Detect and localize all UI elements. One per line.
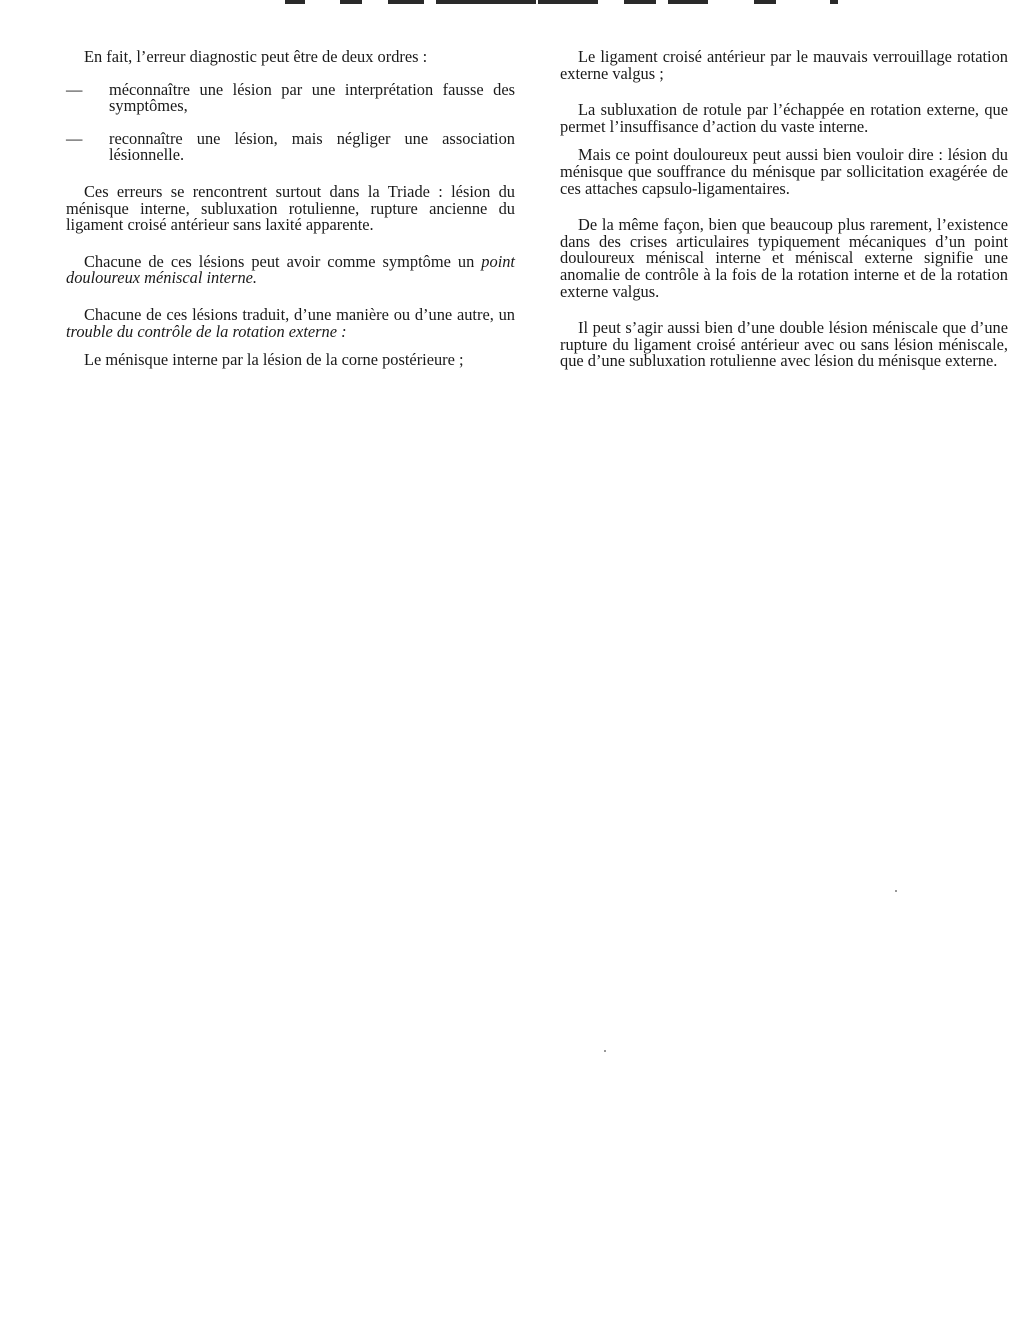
- symptom-emphasis: point douloureux méniscal interne.: [66, 251, 515, 288]
- rarement-paragraph: De la même façon, bien que beaucoup plus rarement, l’existence dans des crises articulaires typiquement mécaniques d’un point douloureux méniscal interne et méniscal externe signifie une anomalie de contrôle à la fois de la rotation interne et de la rotation externe valgus.: [560, 215, 1008, 301]
- symptom-text: Chacune de ces lésions peut avoir comme symptôme un: [84, 251, 482, 271]
- ligament-paragraph: Le ligament croisé antérieur par le mauvais verrouillage rotation externe valgus ;: [560, 47, 1008, 83]
- right-column: [560, 49, 1008, 370]
- point-douloureux-paragraph: Mais ce point douloureux peut aussi bien vouloir dire : lésion du ménisque que souffrance du ménisque par sollicitation exagérée de ces attaches capsulo-ligamentaires.: [560, 145, 1008, 198]
- scan-speck: [604, 1050, 606, 1052]
- rotation-paragraph: [66, 304, 515, 341]
- double-lesion-paragraph: Il peut s’agir aussi bien d’une double lésion méniscale que d’une rupture du ligament croisé antérieur avec ou sans lésion méniscale, que d’une subluxation rotulienne avec lésion du ménisque externe.: [560, 318, 1008, 371]
- rotule-paragraph: La subluxation de rotule par l’échappée en rotation externe, que permet l’insuffisance d’action du vaste interne.: [560, 100, 1008, 136]
- rotation-text: Chacune de ces lésions traduit, d’une manière ou d’une autre, un: [84, 304, 515, 324]
- rotation-emphasis: trouble du contrôle de la rotation externe :: [66, 321, 347, 341]
- intro-paragraph: En fait, l’erreur diagnostic peut être de deux ordres :: [84, 47, 428, 66]
- scan-speck: [895, 890, 897, 892]
- left-column: [66, 49, 515, 369]
- triade-paragraph: Ces erreurs se rencontrent surtout dans la Triade : lésion du ménisque interne, subluxation rotulienne, rupture ancienne du ligament croisé antérieur sans laxité apparente.: [66, 181, 515, 235]
- dash-item-association: — reconnaître une lésion, mais négliger une association lésionnelle.: [66, 131, 515, 164]
- cropped-header-rules: [0, 0, 1010, 6]
- symptom-paragraph: [66, 251, 515, 288]
- menisque-paragraph: Le ménisque interne par la lésion de la corne postérieure ;: [84, 350, 464, 370]
- dash-item-misdiagnosis: — méconnaître une lésion par une interprétation fausse des symptômes,: [66, 82, 515, 115]
